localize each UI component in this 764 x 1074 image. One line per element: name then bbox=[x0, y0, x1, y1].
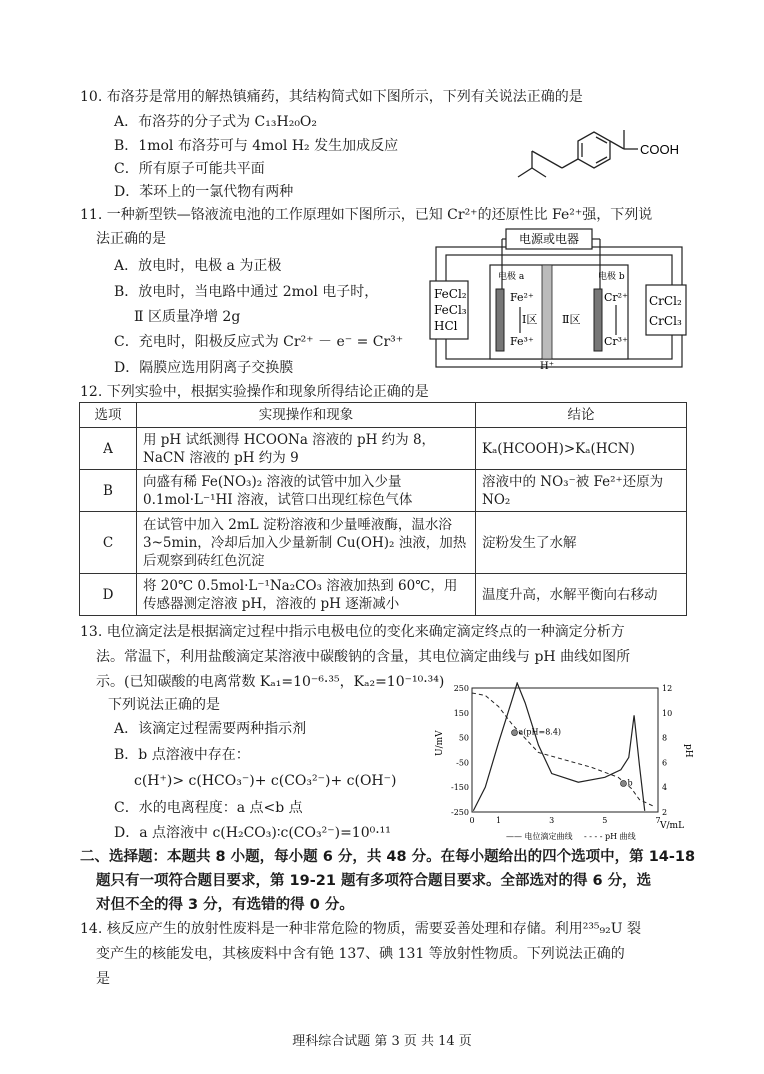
right-tank-crcl2: CrCl₂ bbox=[649, 294, 682, 308]
section2-line-1: 二、选择题：本题共 8 小题，每小题 6 分，共 48 分。在每小题给出的四个选项中，第 14-18 bbox=[80, 849, 696, 865]
ibuprofen-structure bbox=[510, 110, 690, 190]
row-conclusion: 溶液中的 NO₃⁻被 Fe²⁺还原为 NO₂ bbox=[476, 470, 687, 512]
q13-stem-4: 下列说法正确的是 bbox=[108, 697, 220, 713]
q11-option-b: B．放电时，当电路中通过 2mol 电子时， bbox=[114, 284, 379, 300]
x-tick-label: 1 bbox=[496, 816, 502, 825]
y-right-tick-label: 8 bbox=[662, 733, 668, 743]
q12-table bbox=[79, 402, 687, 616]
q10-option-b: B．1mol 布洛芬可与 4mol H₂ 发生加成反应 bbox=[114, 138, 399, 154]
row-operation: 向盛有稀 Fe(NO₃)₂ 溶液的试管中加入少量 0.1mol·L⁻¹HI 溶液，试管口出现红棕色气体 bbox=[137, 470, 476, 512]
q13-stem-3: 示。(已知碳酸的电离常数 Kₐ₁=10⁻⁶·³⁵，Kₐ₂=10⁻¹⁰·³⁴) bbox=[96, 674, 445, 690]
q13-option-a: A．该滴定过程需要两种指示剂 bbox=[114, 721, 307, 737]
y-left-tick-label: -150 bbox=[451, 783, 469, 793]
row-conclusion: Kₐ(HCOOH)>Kₐ(HCN) bbox=[476, 428, 687, 470]
q13-stem-2: 法。常温下，利用盐酸滴定某溶液中碳酸钠的含量，其电位滴定曲线与 pH 曲线如图所 bbox=[96, 649, 631, 665]
y-right-tick-label: 6 bbox=[662, 758, 668, 768]
table-row bbox=[80, 512, 687, 574]
table-row bbox=[80, 470, 687, 512]
table-row bbox=[80, 574, 687, 616]
row-conclusion: 淀粉发生了水解 bbox=[476, 512, 687, 574]
y-right-tick-label: 10 bbox=[662, 708, 673, 718]
row-operation: 在试管中加入 2mL 淀粉溶液和少量唾液酶，温水浴 3~5min，冷却后加入少量新制 Cu(OH)₂ 浊液，加热后观察到砖红色沉淀 bbox=[137, 512, 476, 574]
flow-battery-diagram bbox=[428, 225, 692, 375]
point-b bbox=[620, 780, 626, 786]
q14-line-1: 14. 核反应产生的放射性废料是一种非常危险的物质，需要妥善处理和存储。利用²³⁵₉₂U 裂 bbox=[80, 921, 642, 937]
row-operation: 用 pH 试纸测得 HCOONa 溶液的 pH 约为 8，NaCN 溶液的 pH 约为 9 bbox=[137, 428, 476, 470]
left-tank-fecl3: FeCl₃ bbox=[434, 303, 467, 317]
q13-option-b-cont: c(H⁺)> c(HCO₃⁻)+ c(CO₃²⁻)+ c(OH⁻) bbox=[134, 773, 397, 789]
point-a bbox=[512, 730, 518, 736]
left-tank-fecl2: FeCl₂ bbox=[434, 287, 467, 301]
zone1-label: Ⅰ区 bbox=[522, 313, 538, 326]
x-tick-label: 7 bbox=[655, 816, 661, 825]
legend-dashed: - - - - pH 曲线 bbox=[584, 832, 636, 841]
q13-option-b: B．b 点溶液中存在： bbox=[114, 747, 250, 763]
q14-line-3: 是 bbox=[96, 971, 110, 987]
q10-option-a: A．布洛芬的分子式为 C₁₃H₂₀O₂ bbox=[114, 114, 318, 130]
table-row bbox=[80, 428, 687, 470]
y-left-tick-label: -250 bbox=[451, 808, 469, 817]
q14-line-2: 变产生的核能发电，其核废料中含有铯 137、碘 131 等放射性物质。下列说法正确的 bbox=[96, 946, 625, 962]
row-option: C bbox=[80, 512, 137, 574]
left-tank-hcl: HCl bbox=[434, 319, 458, 333]
x-tick-label: 0 bbox=[469, 816, 475, 825]
row-conclusion: 温度升高，水解平衡向右移动 bbox=[476, 574, 687, 616]
zone2-label: Ⅱ区 bbox=[562, 313, 581, 326]
cr2-label: Cr²⁺ bbox=[604, 291, 628, 304]
y-right-tick-label: 12 bbox=[662, 684, 673, 693]
y-right-tick-label: 2 bbox=[662, 808, 668, 817]
page-footer: 理科综合试题 第 3 页 共 14 页 bbox=[292, 1034, 472, 1049]
q10-option-d: D．苯环上的一氯代物有两种 bbox=[114, 184, 294, 200]
q11-option-d: D．隔膜应选用阴离子交换膜 bbox=[114, 360, 294, 376]
y-right-label: pH bbox=[683, 744, 693, 758]
header-operation: 实现操作和现象 bbox=[137, 403, 476, 428]
electrode-a-label: 电极 a bbox=[498, 272, 525, 282]
q13-stem-1: 13. 电位滴定法是根据滴定过程中指示电极电位的变化来确定滴定终点的一种滴定分析方 bbox=[80, 624, 625, 640]
cr3-label: Cr³⁺ bbox=[604, 335, 628, 348]
x-tick-label: 5 bbox=[602, 816, 608, 825]
q12-stem: 12. 下列实验中，根据实验操作和现象所得结论正确的是 bbox=[80, 384, 429, 400]
q11-option-b-cont: Ⅱ 区质量净增 2g bbox=[134, 309, 241, 325]
fe3-label: Fe³⁺ bbox=[510, 335, 534, 348]
row-operation: 将 20℃ 0.5mol·L⁻¹Na₂CO₃ 溶液加热到 60℃，用传感器测定溶液 pH，溶液的 pH 逐渐减小 bbox=[137, 574, 476, 616]
y-left-tick-label: 150 bbox=[453, 708, 469, 718]
cooh-label: COOH bbox=[640, 142, 679, 157]
q11-stem-2: 法正确的是 bbox=[96, 231, 166, 247]
q11-option-c: C．充电时，阳极反应式为 Cr²⁺ － e⁻ = Cr³⁺ bbox=[114, 334, 404, 350]
y-left-tick-label: 250 bbox=[453, 684, 469, 693]
ph-curve bbox=[472, 693, 653, 806]
power-label: 电源或电器 bbox=[518, 232, 580, 246]
q11-stem-1: 11. 一种新型铁—铬液流电池的工作原理如下图所示，已知 Cr²⁺的还原性比 Fe²⁺强，下列说 bbox=[80, 207, 653, 223]
q13-option-d: D．a 点溶液中 c(H₂CO₃)∶c(CO₃²⁻)=10⁰·¹¹ bbox=[114, 825, 391, 841]
proton-label: H⁺ bbox=[540, 361, 554, 372]
q13-option-c: C．水的电离程度：a 点<b 点 bbox=[114, 800, 303, 816]
row-option: D bbox=[80, 574, 137, 616]
header-conclusion: 结论 bbox=[476, 403, 687, 428]
section2-line-3: 对但不全的得 3 分，有选错的得 0 分。 bbox=[96, 897, 354, 913]
q11-option-a: A．放电时，电极 a 为正极 bbox=[114, 258, 282, 274]
row-option: A bbox=[80, 428, 137, 470]
row-option: B bbox=[80, 470, 137, 512]
annotation-a: a(pH=8.4) bbox=[518, 727, 562, 737]
fe2-label: Fe²⁺ bbox=[510, 291, 534, 304]
section2-line-2: 题只有一项符合题目要求，第 19-21 题有多项符合题目要求。全部选对的得 6 分，选 bbox=[96, 873, 652, 889]
potential-curve bbox=[473, 683, 644, 811]
right-tank-crcl3: CrCl₃ bbox=[649, 314, 682, 328]
y-left-tick-label: -50 bbox=[456, 758, 469, 768]
q10-stem: 10. 布洛芬是常用的解热镇痛药，其结构简式如下图所示，下列有关说法正确的是 bbox=[80, 89, 583, 105]
header-option: 选项 bbox=[80, 403, 137, 428]
y-left-tick-label: 50 bbox=[458, 733, 469, 743]
legend-solid: —— 电位滴定曲线 bbox=[506, 832, 573, 841]
y-left-label: U/mV bbox=[435, 730, 445, 756]
y-right-tick-label: 4 bbox=[662, 783, 668, 793]
annotation-b: b bbox=[627, 778, 633, 788]
titration-chart bbox=[434, 682, 696, 842]
q10-option-c: C．所有原子可能共平面 bbox=[114, 161, 265, 177]
electrode-b-label: 电极 b bbox=[598, 272, 625, 282]
table-header-row bbox=[80, 403, 687, 428]
x-label: V/mL bbox=[660, 821, 685, 831]
x-tick-label: 3 bbox=[549, 816, 555, 825]
